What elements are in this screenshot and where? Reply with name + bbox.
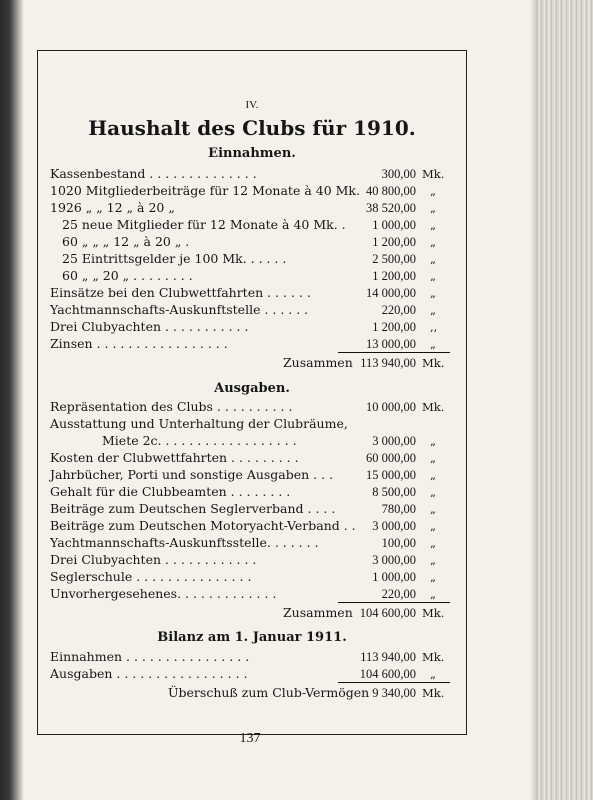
ledger-row-unit: ,, — [430, 320, 438, 334]
ledger-row-amount: 220,00 — [381, 587, 416, 601]
ledger-row-unit: „ — [430, 519, 436, 533]
ledger-row-label: Repräsentation des Clubs . . . . . . . . . . — [50, 399, 293, 414]
ledger-row-amount: 15 000,00 — [366, 468, 416, 482]
ledger-row-unit: Mk. — [422, 400, 445, 414]
bilanz-total-unit: Mk. — [422, 686, 445, 700]
ledger-row-label: Miete 2c. . . . . . . . . . . . . . . . . . — [102, 433, 297, 448]
ledger-row-unit: „ — [430, 303, 436, 317]
ledger-row-unit: „ — [430, 235, 436, 249]
ledger-row-amount: 8 500,00 — [372, 485, 416, 499]
ledger-row-unit: „ — [430, 502, 436, 516]
ledger-row-label: 1926 „ „ 12 „ à 20 „ — [50, 200, 175, 215]
ledger-row-amount: 60 000,00 — [366, 451, 416, 465]
ledger-row-amount: 780,00 — [381, 502, 416, 516]
ledger-row-amount: 38 520,00 — [366, 201, 416, 215]
ledger-row-unit: „ — [430, 201, 436, 215]
ledger-row-amount: 10 000,00 — [366, 400, 416, 414]
ledger-row-amount: 220,00 — [381, 303, 416, 317]
ledger-row-label: 1020 Mitgliederbeiträge für 12 Monate à 40 Mk. — [50, 183, 360, 198]
section-number: IV. — [245, 99, 259, 111]
ledger-row-label: Einsätze bei den Clubwettfahrten . . . . . . — [50, 285, 311, 300]
book-page-edges — [538, 0, 593, 800]
ledger-row-amount: 1 200,00 — [372, 235, 416, 249]
einnahmen-total-amount: 113 940,00 — [360, 356, 416, 370]
ledger-row-unit: „ — [430, 553, 436, 567]
page-number: 137 — [239, 731, 261, 746]
bilanz-total-label: Überschuß zum Club-Vermögen — [168, 685, 370, 700]
ledger-row-label: Yachtmannschafts-Auskunftsstelle. . . . . . . — [50, 535, 319, 550]
ledger-row-amount: 100,00 — [381, 536, 416, 550]
ledger-row-amount: 3 000,00 — [372, 519, 416, 533]
ledger-row-label: 25 neue Mitglieder für 12 Monate à 40 Mk. . — [62, 217, 346, 232]
ledger-row-label: 60 „ „ „ 12 „ à 20 „ . — [62, 234, 190, 249]
ledger-row-unit: „ — [430, 570, 436, 584]
ledger-row-label: Zinsen . . . . . . . . . . . . . . . . . — [50, 336, 228, 351]
einnahmen-total-label: Zusammen — [283, 355, 353, 370]
ledger-row-label: Beiträge zum Deutschen Motoryacht-Verband . . — [50, 518, 356, 533]
ledger-row-unit: Mk. — [422, 167, 445, 181]
ledger-row-amount: 1 000,00 — [372, 218, 416, 232]
ledger-row-amount: 1 000,00 — [372, 570, 416, 584]
ledger-row-label: Yachtmannschafts-Auskunftstelle . . . . . . — [50, 302, 309, 317]
ledger-row-amount: 3 000,00 — [372, 434, 416, 448]
bilanz-total-amount: 9 340,00 — [372, 686, 416, 700]
ledger-row-amount: 1 200,00 — [372, 320, 416, 334]
ledger-row-unit: „ — [430, 337, 436, 351]
ledger-row-amount: 113 940,00 — [360, 650, 416, 664]
ledger-row-label: Jahrbücher, Porti und sonstige Ausgaben . . . — [50, 467, 334, 482]
ausgaben-total-amount: 104 600,00 — [359, 606, 416, 620]
ausgaben-total-unit: Mk. — [422, 606, 445, 620]
page-frame — [37, 50, 467, 735]
ledger-row-label: Drei Clubyachten . . . . . . . . . . . . — [50, 552, 257, 567]
ledger-row-unit: „ — [430, 286, 436, 300]
ledger-row-unit: „ — [430, 667, 436, 681]
ledger-row-unit: „ — [430, 184, 436, 198]
ledger-row-unit: „ — [430, 434, 436, 448]
ledger-row-label: Kassenbestand . . . . . . . . . . . . . . — [50, 166, 257, 181]
ledger-row-amount: 13 000,00 — [366, 337, 416, 351]
ledger-row-label: Einnahmen . . . . . . . . . . . . . . . . — [50, 649, 250, 664]
ledger-row-unit: „ — [430, 252, 436, 266]
ledger-row-amount: 1 200,00 — [372, 269, 416, 283]
ledger-row-label: Ausstattung und Unterhaltung der Clubräume, — [50, 416, 348, 431]
ledger-row-unit: „ — [430, 451, 436, 465]
ledger-row-label: Drei Clubyachten . . . . . . . . . . . — [50, 319, 249, 334]
ledger-row-label: 25 Eintrittsgelder je 100 Mk. . . . . . — [62, 251, 287, 266]
ledger-row-label: 60 „ „ 20 „ . . . . . . . . — [62, 268, 193, 283]
ledger-row-label: Unvorhergesehenes. . . . . . . . . . . . . — [50, 586, 277, 601]
einnahmen-heading: Einnahmen. — [208, 146, 296, 161]
ledger-row-unit: „ — [430, 587, 436, 601]
sum-rule — [338, 682, 450, 683]
sum-rule — [338, 602, 450, 603]
ledger-row-label: Seglerschule . . . . . . . . . . . . . . . — [50, 569, 252, 584]
ledger-row-amount: 2 500,00 — [372, 252, 416, 266]
ledger-row-unit: „ — [430, 218, 436, 232]
ledger-row-unit: „ — [430, 468, 436, 482]
einnahmen-total-unit: Mk. — [422, 356, 445, 370]
ledger-row-label: Ausgaben . . . . . . . . . . . . . . . . . — [50, 666, 248, 681]
sum-rule — [338, 352, 450, 353]
ledger-row-unit: „ — [430, 536, 436, 550]
ledger-row-amount: 40 800,00 — [366, 184, 416, 198]
ausgaben-total-label: Zusammen — [283, 605, 353, 620]
ledger-row-amount: 104 600,00 — [359, 667, 416, 681]
ausgaben-heading: Ausgaben. — [214, 381, 290, 396]
ledger-row-label: Beiträge zum Deutschen Seglerverband . . . . — [50, 501, 336, 516]
binding-shadow — [0, 0, 24, 800]
bilanz-heading: Bilanz am 1. Januar 1911. — [157, 630, 347, 645]
ledger-row-unit: Mk. — [422, 650, 445, 664]
ledger-row-amount: 14 000,00 — [366, 286, 416, 300]
ledger-row-label: Gehalt für die Clubbeamten . . . . . . . . — [50, 484, 291, 499]
ledger-row-unit: „ — [430, 485, 436, 499]
ledger-row-unit: „ — [430, 269, 436, 283]
ledger-row-amount: 3 000,00 — [372, 553, 416, 567]
ledger-row-amount: 300,00 — [381, 167, 416, 181]
page-title: Haushalt des Clubs für 1910. — [88, 116, 416, 140]
ledger-row-label: Kosten der Clubwettfahrten . . . . . . . . . — [50, 450, 299, 465]
